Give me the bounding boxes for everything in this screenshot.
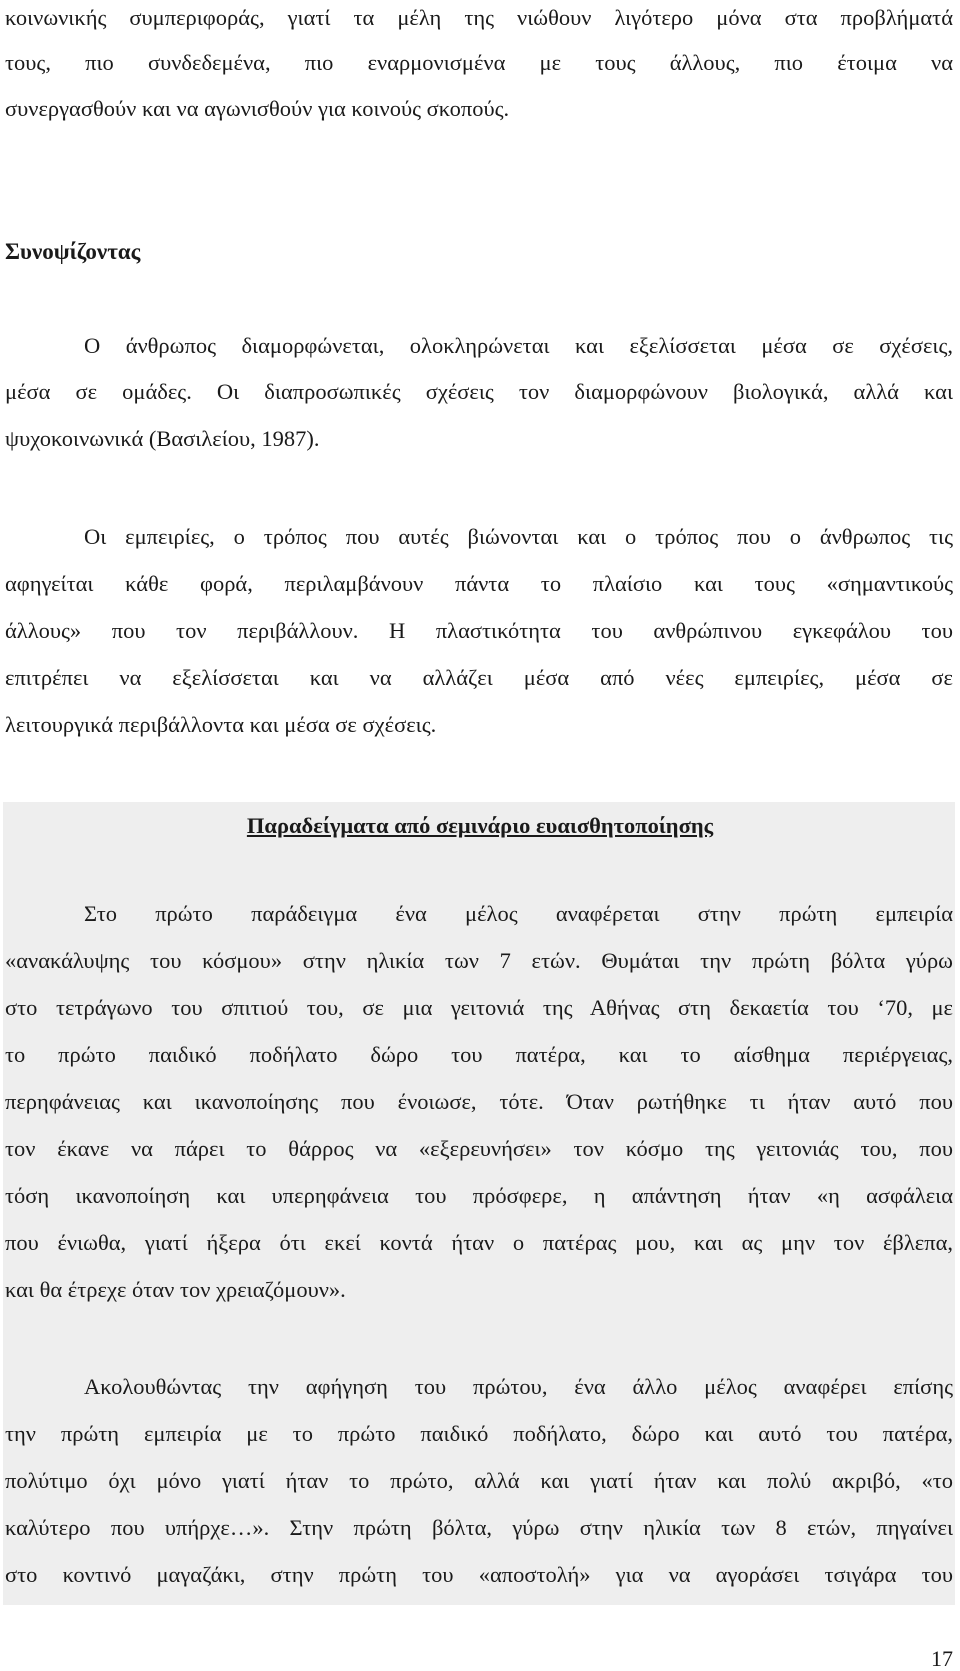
paragraph-line: τόση ικανοποίηση και υπερηφάνεια του πρόσφερε, η απάντηση ήταν «η ασφάλεια	[5, 1183, 953, 1208]
paragraph-line: Στο πρώτο παράδειγμα ένα μέλος αναφέρεται στην πρώτη εμπειρία	[84, 901, 953, 926]
example-box-heading: Παραδείγματα από σεμινάριο ευαισθητοποίησης	[246, 813, 714, 838]
paragraph-line: και θα έτρεχε όταν τον χρειαζόμουν».	[5, 1277, 346, 1302]
paragraph-line: ψυχοκοινωνικά (Βασιλείου, 1987).	[5, 426, 320, 451]
paragraph-line: κοινωνικής συμπεριφοράς, γιατί τα μέλη της νιώθουν λιγότερο μόνα στα προβλήματά	[5, 5, 953, 30]
section-heading: Συνοψίζοντας	[5, 239, 141, 264]
paragraph-line: Οι εμπειρίες, ο τρόπος που αυτές βιώνονται και ο τρόπος που ο άνθρωπος τις	[84, 524, 953, 549]
paragraph-line: τους, πιο συνδεδεμένα, πιο εναρμονισμένα με τους άλλους, πιο έτοιμα να	[5, 50, 953, 75]
page-number: 17	[931, 1646, 953, 1671]
paragraph-line: την πρώτη εμπειρία με το πρώτο παιδικό ποδήλατο, δώρο και αυτό του πατέρα,	[5, 1421, 953, 1446]
paragraph-line: λειτουργικά περιβάλλοντα και μέσα σε σχέσεις.	[5, 712, 437, 737]
paragraph-line: Ο άνθρωπος διαμορφώνεται, ολοκληρώνεται και εξελίσσεται μέσα σε σχέσεις,	[84, 333, 953, 358]
paragraph-line: Ακολουθώντας την αφήγηση του πρώτου, ένα άλλο μέλος αναφέρει επίσης	[84, 1374, 953, 1399]
paragraph-line: στο κοντινό μαγαζάκι, στην πρώτη του «αποστολή» για να αγοράσει τσιγάρα του	[5, 1562, 953, 1587]
paragraph-line: συνεργασθούν και να αγωνισθούν για κοινούς σκοπούς.	[5, 96, 510, 121]
paragraph-line: μέσα σε ομάδες. Οι διαπροσωπικές σχέσεις τον διαμορφώνουν βιολογικά, αλλά και	[5, 379, 953, 404]
paragraph-line: στο τετράγωνο του σπιτιού του, σε μια γειτονιά της Αθήνας στη δεκαετία του ‘70, με	[5, 995, 953, 1020]
paragraph-line: καλύτερο που υπήρχε…». Στην πρώτη βόλτα, γύρω στην ηλικία των 8 ετών, πηγαίνει	[5, 1515, 953, 1540]
paragraph-line: το πρώτο παιδικό ποδήλατο δώρο του πατέρα, και το αίσθημα περιέργειας,	[5, 1042, 953, 1067]
paragraph-line: επιτρέπει να εξελίσσεται και να αλλάζει μέσα από νέες εμπειρίες, μέσα σε	[5, 665, 953, 690]
paragraph-line: αφηγείται κάθε φορά, περιλαμβάνουν πάντα το πλαίσιο και τους «σημαντικούς	[5, 571, 953, 596]
paragraph-line: περηφάνειας και ικανοποίησης που ένοιωσε, τότε. Όταν ρωτήθηκε τι ήταν αυτό που	[5, 1089, 953, 1114]
paragraph-line: τον έκανε να πάρει το θάρρος να «εξερευνήσει» τον κόσμο της γειτονιάς του, που	[5, 1136, 953, 1161]
paragraph-line: «ανακάλυψης του κόσμου» στην ηλικία των 7 ετών. Θυμάται την πρώτη βόλτα γύρω	[5, 948, 953, 973]
paragraph-line: πολύτιμο όχι μόνο γιατί ήταν το πρώτο, αλλά και γιατί ήταν και πολύ ακριβό, «το	[5, 1468, 953, 1493]
paragraph-line: που ένιωθα, γιατί ήξερα ότι εκεί κοντά ήταν ο πατέρας μου, και ας μην τον έβλεπα,	[5, 1230, 953, 1255]
paragraph-line: άλλους» που τον περιβάλλουν. Η πλαστικότητα του ανθρώπινου εγκεφάλου του	[5, 618, 953, 643]
